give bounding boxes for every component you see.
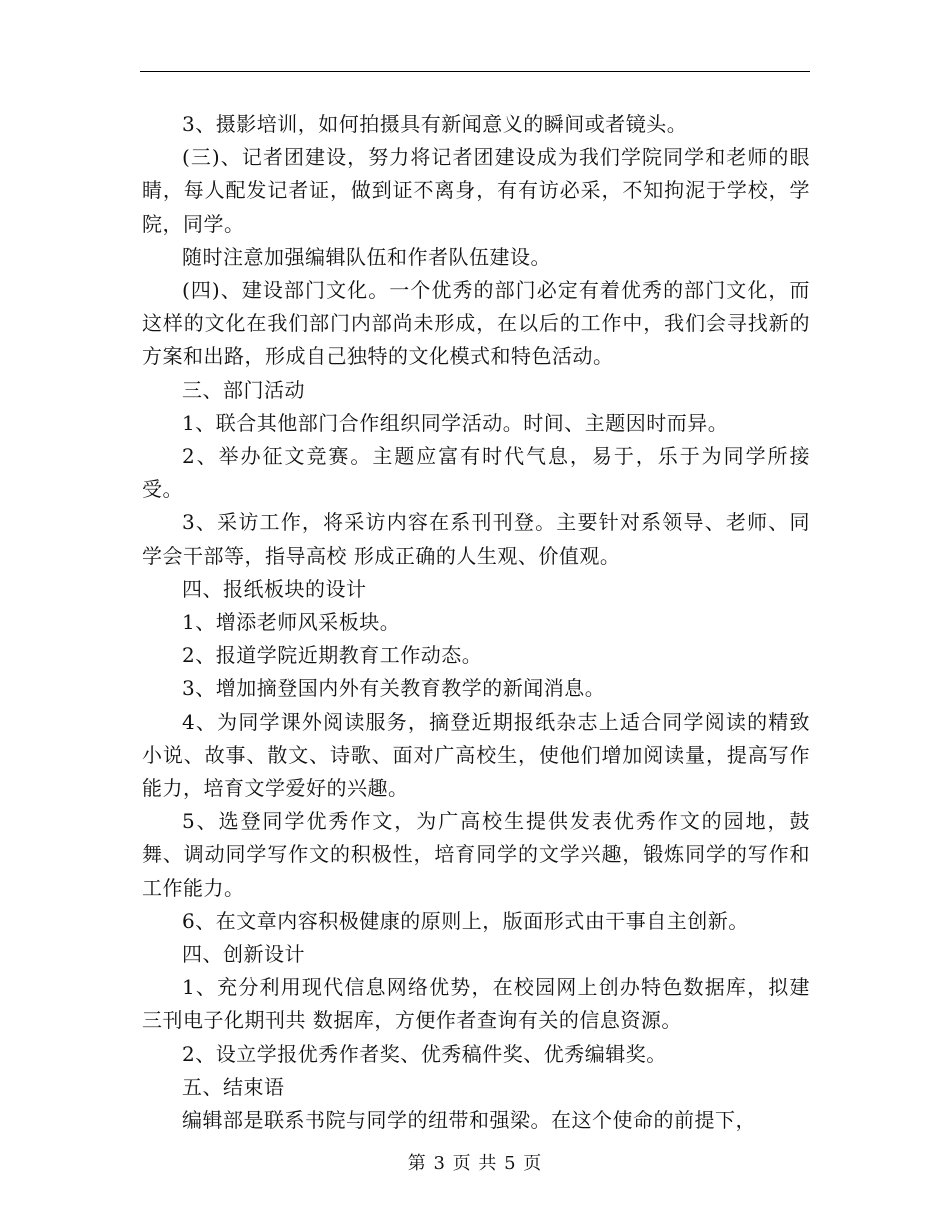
section-heading-conclusion: 五、结束语 bbox=[182, 1074, 285, 1099]
document-body bbox=[142, 108, 810, 1137]
section-heading-activities: 三、部门活动 bbox=[182, 377, 305, 402]
page-number-footer: 第 3 页 共 5 页 bbox=[407, 1153, 543, 1174]
header-rule bbox=[140, 71, 810, 72]
paragraph-reporter-team: (三)、记者团建设，努力将记者团建设成为我们学院同学和老师的眼睛，每人配发记者证，做到证不离身，有有访必采，不知拘泥于学校，学院，同学。 bbox=[142, 145, 810, 236]
paragraph-conclusion: 编辑部是联系书院与同学的纽带和强梁。在这个使命的前提下， bbox=[182, 1108, 756, 1133]
paragraph-design-3: 3、增加摘登国内外有关教育教学的新闻消息。 bbox=[182, 676, 606, 701]
paragraph-activity-3: 3、采访工作，将采访内容在系刊刊登。主要针对系领导、老师、同学会干部等，指导高校 形成正确的人生观、价值观。 bbox=[142, 510, 810, 568]
paragraph-department-culture: (四)、建设部门文化。一个优秀的部门必定有着优秀的部门文化，而这样的文化在我们部门内部尚未形成，在以后的工作中，我们会寻找新的方案和出路，形成自己独特的文化模式和特色活动。 bbox=[142, 278, 810, 369]
paragraph-activity-1: 1、联合其他部门合作组织同学活动。时间、主题因时而异。 bbox=[182, 410, 729, 435]
paragraph-photo-training: 3、摄影培训，如何拍摄具有新闻意义的瞬间或者镜头。 bbox=[182, 112, 688, 136]
paragraph-activity-2: 2、举办征文竞赛。主题应富有时代气息，易于，乐于为同学所接受。 bbox=[142, 444, 810, 502]
section-heading-innovation: 四、创新设计 bbox=[182, 942, 305, 967]
paragraph-design-6: 6、在文章内容积极健康的原则上，版面形式由干事自主创新。 bbox=[182, 908, 749, 933]
paragraph-design-5: 5、选登同学优秀作文，为广高校生提供发表优秀作文的园地，鼓舞、调动同学写作文的积极性，培育同学的文学兴趣，锻炼同学的写作和工作能力。 bbox=[142, 809, 810, 900]
section-heading-newspaper-design: 四、报纸板块的设计 bbox=[182, 576, 367, 601]
paragraph-design-4: 4、为同学课外阅读服务，摘登近期报纸杂志上适合同学阅读的精致小说、故事、散文、诗歌、面对广高校生，使他们增加阅读量，提高写作能力，培育文学爱好的兴趣。 bbox=[142, 709, 810, 801]
paragraph-editor-team: 随时注意加强编辑队伍和作者队伍建设。 bbox=[182, 244, 551, 269]
paragraph-innovation-2: 2、设立学报优秀作者奖、优秀稿件奖、优秀编辑奖。 bbox=[182, 1041, 667, 1066]
paragraph-innovation-1: 1、充分利用现代信息网络优势，在校园网上创办特色数据库，拟建三刊电子化期刊共 数据库，方便作者查询有关的信息资源。 bbox=[142, 975, 810, 1033]
paragraph-design-2: 2、报道学院近期教育工作动态。 bbox=[182, 643, 483, 668]
paragraph-design-1: 1、增添老师风采板块。 bbox=[182, 610, 401, 635]
